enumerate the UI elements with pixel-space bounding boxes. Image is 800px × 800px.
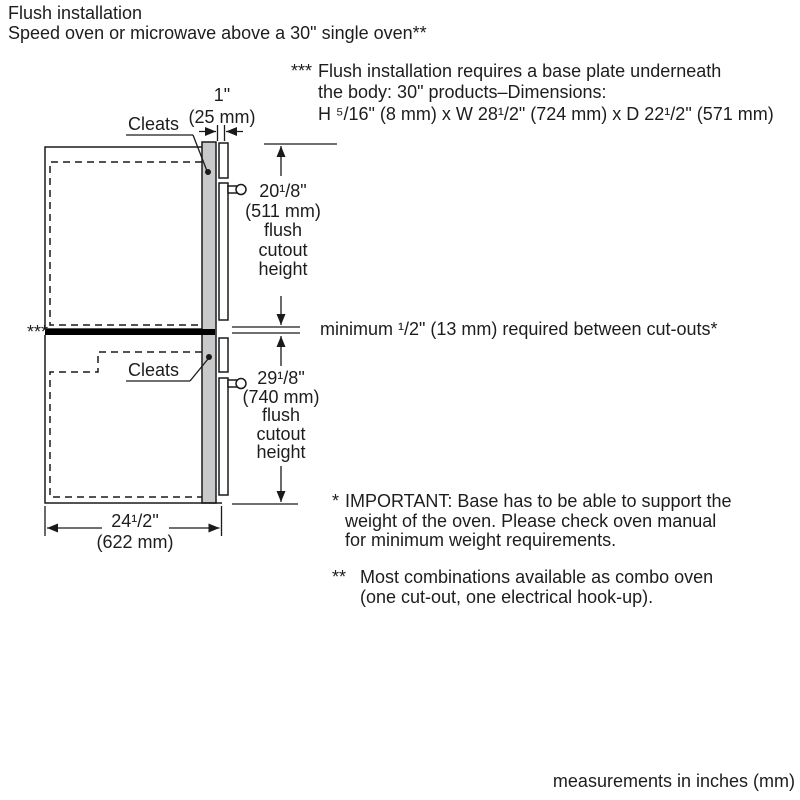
cleat-dim-inches: 1" — [213, 85, 231, 105]
lower-dim-word2: cutout — [256, 423, 306, 444]
note-important-marker: * — [332, 491, 340, 511]
note-important-line3: for minimum weight requirements. — [345, 530, 617, 550]
note-baseplate-line1: Flush installation requires a base plate underneath — [318, 61, 722, 81]
lower-cutout-dashed-outline — [50, 352, 202, 497]
note-important-line1: IMPORTANT: Base has to be able to support the — [345, 491, 732, 511]
note-important-line2: weight of the oven. Please check oven manual — [345, 510, 717, 531]
note-combo-text — [360, 568, 713, 607]
upper-hinge-knob — [228, 185, 246, 195]
note-combo-line1: Most combinations available as combo oven — [360, 567, 714, 587]
page-subtitle: Speed oven or microwave above a 30" single oven** — [8, 22, 427, 43]
note-combo — [332, 568, 713, 607]
cleat-dim-mm: (25 mm) — [188, 107, 256, 127]
page-title: Flush installation — [8, 3, 143, 23]
cleat-panel — [202, 142, 216, 503]
note-baseplate — [291, 61, 774, 125]
lower-dim-mm: (740 mm) — [242, 386, 320, 407]
cleat-dim-label — [189, 84, 256, 128]
width-dim-mm: (622 mm) — [96, 531, 174, 552]
note-baseplate-text — [318, 61, 774, 125]
note-combo-line2: (one cut-out, one electrical hook-up). — [360, 586, 654, 607]
upper-cutout-dim-label — [245, 182, 321, 280]
oven-front-flange — [219, 143, 228, 495]
cleats-upper-label: Cleats — [128, 114, 180, 134]
note-baseplate-line3: H ⁵/16" (8 mm) x W 28¹/2" (724 mm) x D 22¹/2" (571 mm) — [318, 104, 774, 124]
upper-cabinet-outline — [45, 147, 203, 329]
upper-dim-word3: height — [258, 259, 308, 279]
lower-dim-word1: flush — [261, 405, 301, 425]
header — [8, 4, 427, 43]
upper-dim-inches: 20¹/8" — [259, 181, 307, 201]
note-gap: minimum ¹/2" (13 mm) required between cut-outs* — [320, 319, 718, 339]
note-baseplate-line2: the body: 30" products–Dimensions: — [318, 81, 607, 102]
lower-dim-word3: height — [256, 442, 306, 462]
width-dim-inches: 24¹/2" — [111, 511, 159, 531]
upper-dim-word1: flush — [263, 220, 303, 240]
upper-dim-mm: (511 mm) — [245, 200, 321, 221]
footer-note: measurements in inches (mm) — [552, 771, 795, 791]
note-combo-marker: ** — [332, 567, 347, 587]
note-baseplate-marker: *** — [291, 61, 313, 81]
cleats-upper-leader-dot — [205, 169, 211, 175]
width-dim-label — [96, 511, 173, 552]
upper-cutout-dashed-outline — [50, 162, 202, 325]
lower-cutout-dim-label — [242, 369, 319, 462]
note-important-text — [345, 492, 732, 551]
cutout-divider-bar — [45, 329, 215, 335]
upper-dim-word2: cutout — [258, 239, 308, 260]
note-important — [332, 492, 732, 551]
cleats-lower-label: Cleats — [128, 360, 180, 380]
cleats-lower-leader-dot — [206, 354, 212, 360]
lower-dim-inches: 29¹/8" — [257, 368, 305, 388]
side-marker: *** — [27, 322, 49, 342]
